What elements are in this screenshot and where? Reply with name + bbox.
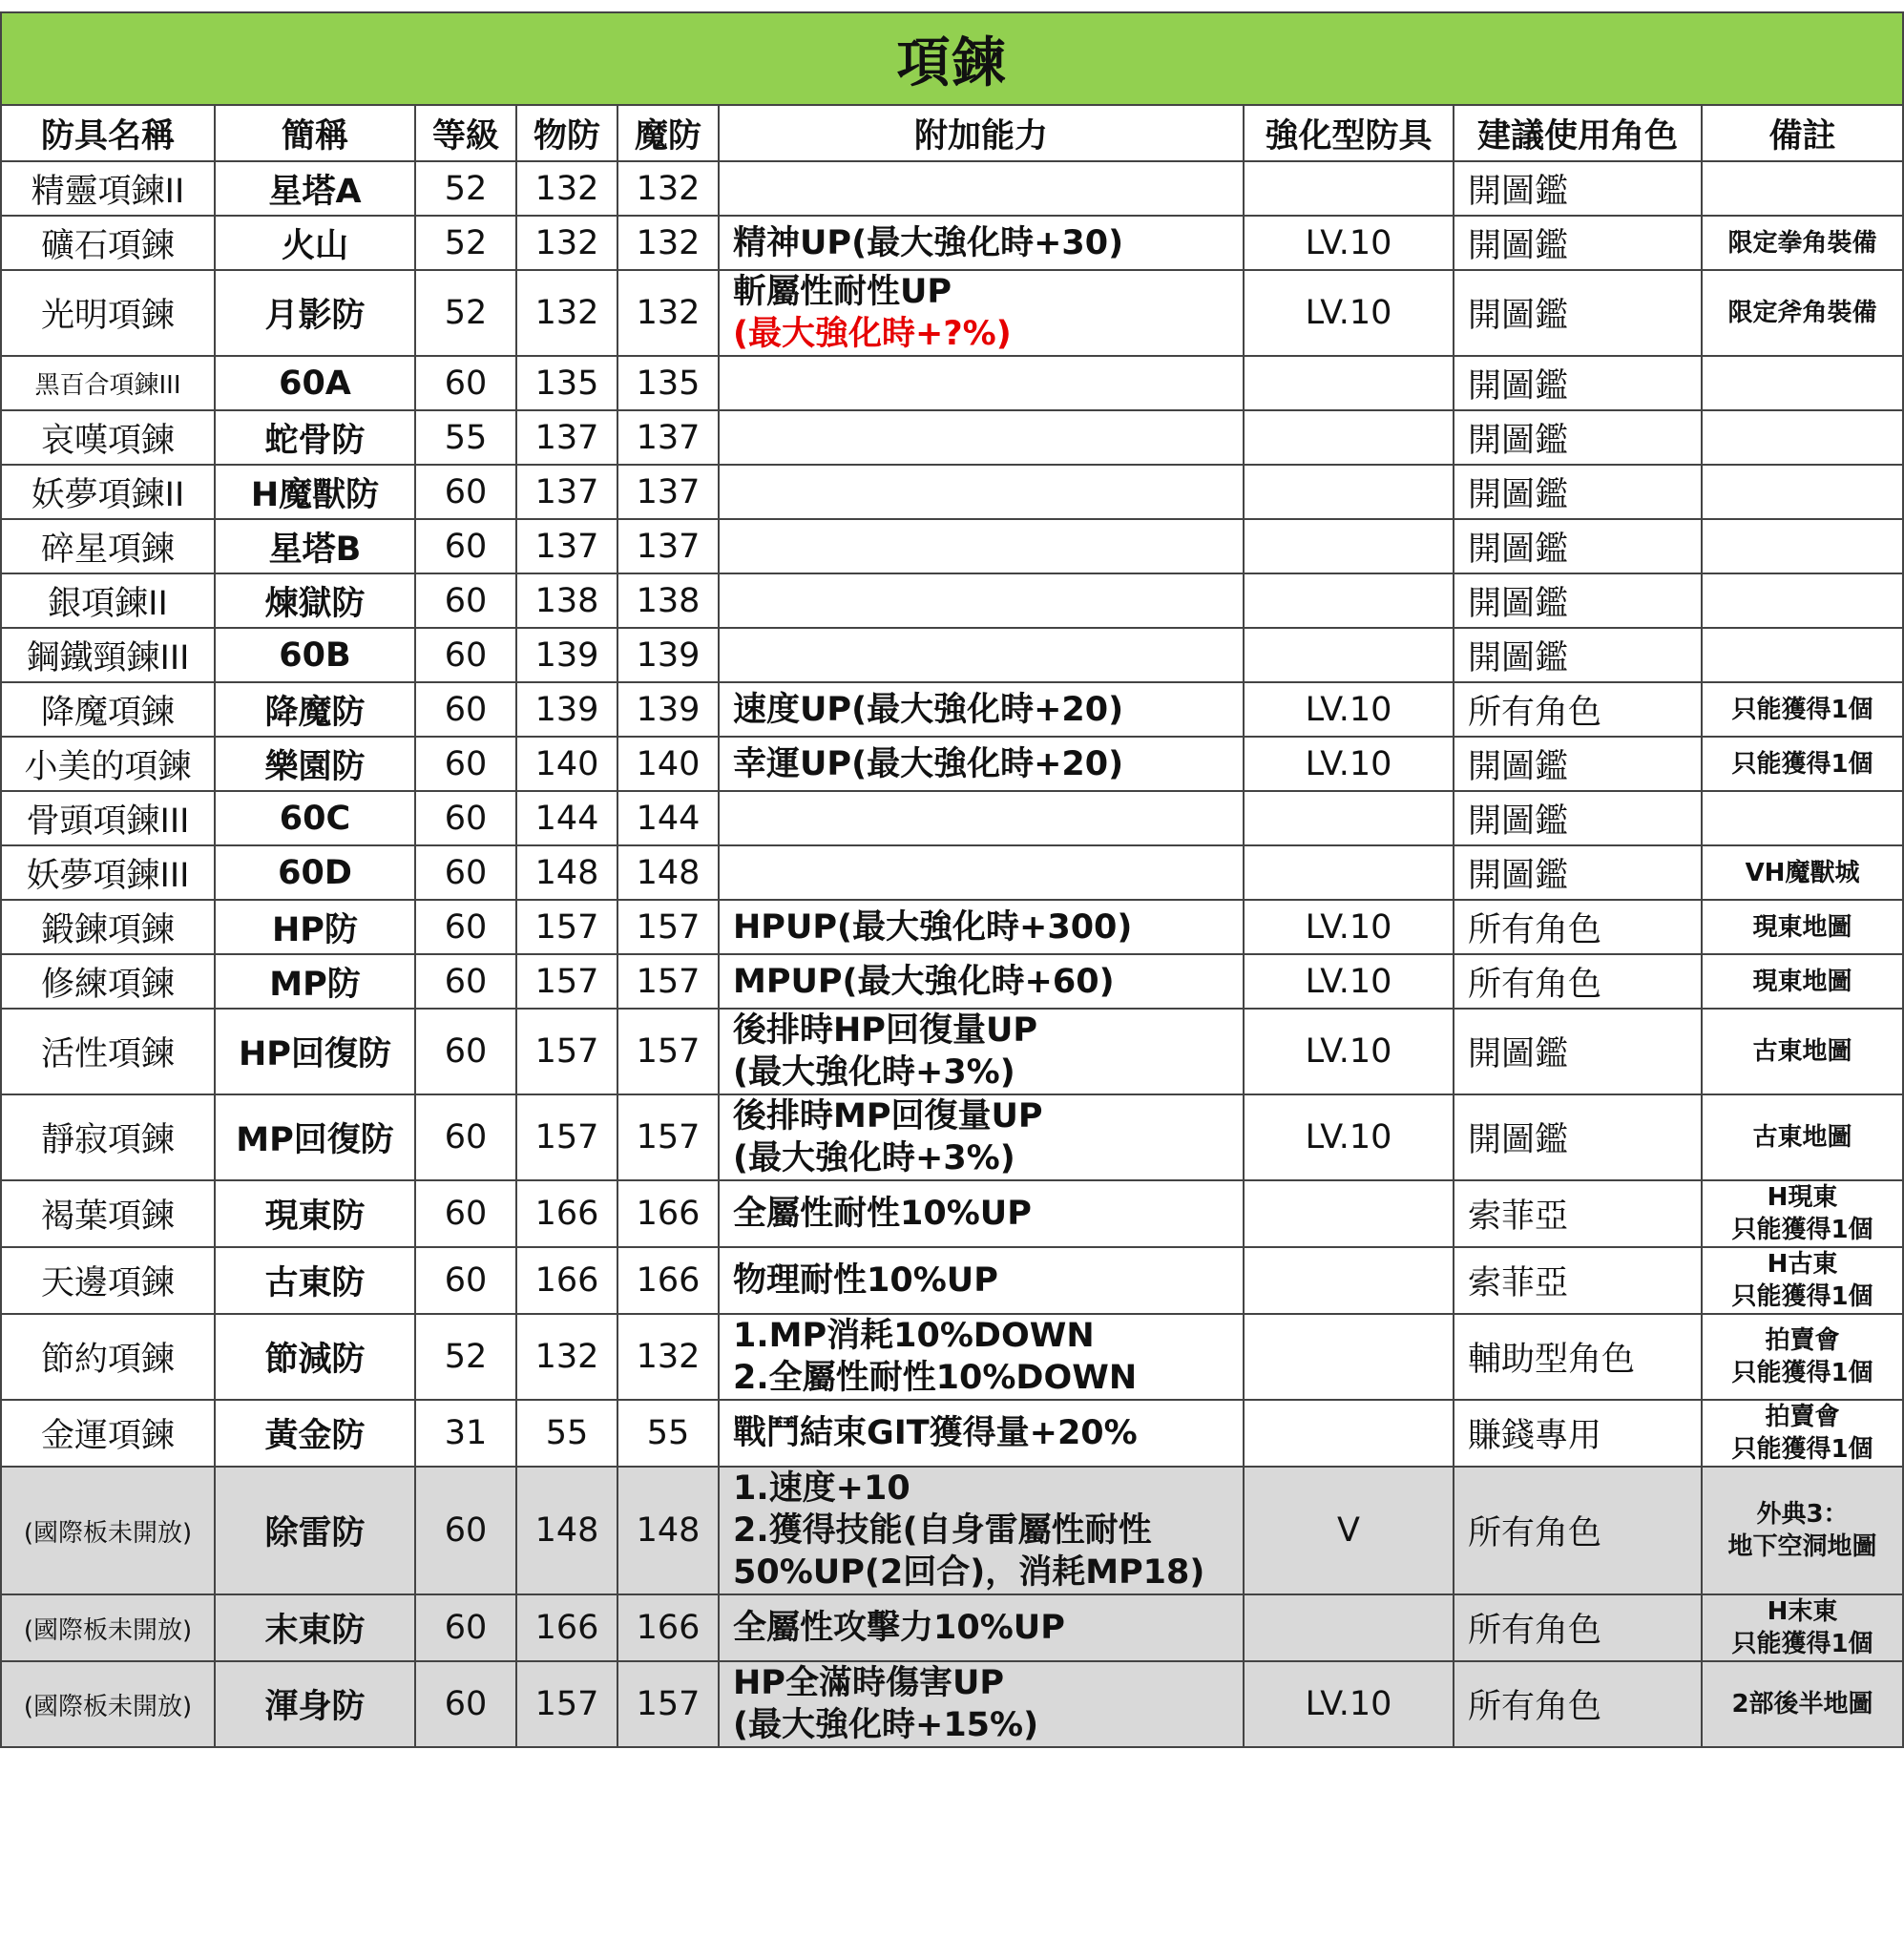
recommended-role-cell: 賺錢專用 xyxy=(1454,1400,1702,1467)
level-cell: 60 xyxy=(415,791,516,845)
armor-name-cell: 金運項鍊 xyxy=(1,1400,215,1467)
magic-defense-cell: 132 xyxy=(617,216,719,270)
level-cell: 60 xyxy=(415,900,516,954)
remarks-cell xyxy=(1702,1180,1903,1247)
remark-line: 只能獲得1個 xyxy=(1731,1435,1873,1464)
additional-ability-cell xyxy=(719,519,1244,573)
physical-defense-cell: 166 xyxy=(516,1180,617,1247)
armor-name-cell: 靜寂項鍊 xyxy=(1,1094,215,1180)
recommended-role-cell: 所有角色 xyxy=(1454,1467,1702,1594)
recommended-role-cell: 開圖鑑 xyxy=(1454,356,1702,410)
additional-ability-cell xyxy=(719,1009,1244,1094)
enhanced-armor-cell xyxy=(1244,161,1454,216)
recommended-role-cell: 所有角色 xyxy=(1454,954,1702,1009)
abbreviation-cell: 火山 xyxy=(215,216,415,270)
table-row xyxy=(1,356,1903,410)
remark-line: 古東地圖 xyxy=(1752,1037,1852,1066)
enhanced-armor-cell xyxy=(1244,1400,1454,1467)
armor-name-cell: 小美的項鍊 xyxy=(1,737,215,791)
table-row xyxy=(1,573,1903,628)
remarks-cell xyxy=(1702,1661,1903,1747)
additional-ability-cell xyxy=(719,737,1244,791)
header-magic-defense: 魔防 xyxy=(617,105,719,161)
enhanced-armor-cell: LV.10 xyxy=(1244,682,1454,737)
ability-line: 全屬性攻擊力10%UP xyxy=(733,1609,1065,1647)
level-cell: 60 xyxy=(415,682,516,737)
ability-line: HP全滿時傷害UP xyxy=(733,1664,1005,1702)
remarks-cell xyxy=(1702,1467,1903,1594)
remarks-cell xyxy=(1702,1247,1903,1314)
remarks-cell xyxy=(1702,1094,1903,1180)
enhanced-armor-cell: LV.10 xyxy=(1244,1009,1454,1094)
armor-name-cell: 碎星項鍊 xyxy=(1,519,215,573)
table-row xyxy=(1,216,1903,270)
ability-line: 幸運UP(最大強化時+20) xyxy=(733,744,1124,783)
ability-line: 後排時MP回復量UP xyxy=(733,1097,1043,1135)
physical-defense-cell: 166 xyxy=(516,1594,617,1661)
header-physical-defense: 物防 xyxy=(516,105,617,161)
level-cell: 60 xyxy=(415,1247,516,1314)
ability-line: 2.全屬性耐性10%DOWN xyxy=(733,1359,1138,1397)
recommended-role-cell: 所有角色 xyxy=(1454,900,1702,954)
remark-line: 只能獲得1個 xyxy=(1731,749,1873,779)
magic-defense-cell: 55 xyxy=(617,1400,719,1467)
ability-line: 1.MP消耗10%DOWN xyxy=(733,1317,1095,1355)
table-row xyxy=(1,628,1903,682)
abbreviation-cell: 60B xyxy=(215,628,415,682)
magic-defense-cell: 157 xyxy=(617,900,719,954)
physical-defense-cell: 137 xyxy=(516,465,617,519)
enhanced-armor-cell xyxy=(1244,519,1454,573)
necklace-table-container xyxy=(0,11,1904,1748)
armor-name-cell: 礦石項鍊 xyxy=(1,216,215,270)
enhanced-armor-cell xyxy=(1244,791,1454,845)
remarks-cell xyxy=(1702,161,1903,216)
physical-defense-cell: 157 xyxy=(516,900,617,954)
header-additional-ability: 附加能力 xyxy=(719,105,1244,161)
abbreviation-cell: 渾身防 xyxy=(215,1661,415,1747)
ability-line: 2.獲得技能(自身雷屬性耐性 xyxy=(733,1511,1152,1550)
physical-defense-cell: 140 xyxy=(516,737,617,791)
table-row xyxy=(1,1594,1903,1661)
magic-defense-cell: 157 xyxy=(617,1094,719,1180)
ability-line: (最大強化時+15%) xyxy=(733,1706,1039,1744)
enhanced-armor-cell xyxy=(1244,356,1454,410)
level-cell: 60 xyxy=(415,628,516,682)
physical-defense-cell: 144 xyxy=(516,791,617,845)
physical-defense-cell: 135 xyxy=(516,356,617,410)
table-row xyxy=(1,1661,1903,1747)
remarks-cell xyxy=(1702,900,1903,954)
abbreviation-cell: 60C xyxy=(215,791,415,845)
remarks-cell xyxy=(1702,216,1903,270)
abbreviation-cell: HP回復防 xyxy=(215,1009,415,1094)
abbreviation-cell: 除雷防 xyxy=(215,1467,415,1594)
table-row xyxy=(1,737,1903,791)
remark-line: 只能獲得1個 xyxy=(1731,1282,1873,1311)
recommended-role-cell: 所有角色 xyxy=(1454,682,1702,737)
additional-ability-cell xyxy=(719,628,1244,682)
remarks-cell xyxy=(1702,791,1903,845)
additional-ability-cell xyxy=(719,1594,1244,1661)
enhanced-armor-cell: LV.10 xyxy=(1244,900,1454,954)
armor-name-cell: 修練項鍊 xyxy=(1,954,215,1009)
additional-ability-cell xyxy=(719,161,1244,216)
enhanced-armor-cell xyxy=(1244,573,1454,628)
armor-name-cell: 精靈項鍊II xyxy=(1,161,215,216)
additional-ability-cell xyxy=(719,1400,1244,1467)
magic-defense-cell: 137 xyxy=(617,410,719,465)
recommended-role-cell: 所有角色 xyxy=(1454,1594,1702,1661)
table-row xyxy=(1,270,1903,356)
magic-defense-cell: 138 xyxy=(617,573,719,628)
magic-defense-cell: 132 xyxy=(617,1314,719,1400)
recommended-role-cell: 開圖鑑 xyxy=(1454,465,1702,519)
abbreviation-cell: 60D xyxy=(215,845,415,900)
ability-line: MPUP(最大強化時+60) xyxy=(733,962,1115,1001)
recommended-role-cell: 開圖鑑 xyxy=(1454,845,1702,900)
remarks-cell xyxy=(1702,1594,1903,1661)
magic-defense-cell: 137 xyxy=(617,465,719,519)
header-enhanced-armor: 強化型防具 xyxy=(1244,105,1454,161)
level-cell: 60 xyxy=(415,465,516,519)
armor-name-cell: 妖夢項鍊III xyxy=(1,845,215,900)
physical-defense-cell: 139 xyxy=(516,682,617,737)
physical-defense-cell: 166 xyxy=(516,1247,617,1314)
level-cell: 60 xyxy=(415,573,516,628)
enhanced-armor-cell: V xyxy=(1244,1467,1454,1594)
physical-defense-cell: 157 xyxy=(516,954,617,1009)
remark-line: 只能獲得1個 xyxy=(1731,695,1873,724)
additional-ability-cell xyxy=(719,573,1244,628)
remark-line: 拍賣會 xyxy=(1765,1326,1840,1355)
additional-ability-cell xyxy=(719,1467,1244,1594)
level-cell: 60 xyxy=(415,1009,516,1094)
armor-name-cell: (國際板未開放) xyxy=(1,1594,215,1661)
recommended-role-cell: 開圖鑑 xyxy=(1454,519,1702,573)
ability-line: 物理耐性10%UP xyxy=(733,1261,998,1300)
abbreviation-cell: 節減防 xyxy=(215,1314,415,1400)
armor-name-cell: 褐葉項鍊 xyxy=(1,1180,215,1247)
additional-ability-cell xyxy=(719,682,1244,737)
physical-defense-cell: 157 xyxy=(516,1094,617,1180)
abbreviation-cell: 星塔A xyxy=(215,161,415,216)
magic-defense-cell: 166 xyxy=(617,1594,719,1661)
enhanced-armor-cell xyxy=(1244,1594,1454,1661)
ability-line: 斬屬性耐性UP xyxy=(733,273,952,311)
armor-name-cell: 黑百合項鍊III xyxy=(1,356,215,410)
physical-defense-cell: 132 xyxy=(516,216,617,270)
armor-name-cell: 哀嘆項鍊 xyxy=(1,410,215,465)
table-row xyxy=(1,1467,1903,1594)
recommended-role-cell: 開圖鑑 xyxy=(1454,270,1702,356)
ability-line: 戰鬥結束GIT獲得量+20% xyxy=(733,1414,1138,1452)
remark-line: 限定拳角裝備 xyxy=(1727,228,1877,258)
enhanced-armor-cell: LV.10 xyxy=(1244,954,1454,1009)
enhanced-armor-cell: LV.10 xyxy=(1244,270,1454,356)
additional-ability-cell xyxy=(719,410,1244,465)
magic-defense-cell: 157 xyxy=(617,1661,719,1747)
table-row xyxy=(1,1314,1903,1400)
table-row xyxy=(1,1094,1903,1180)
magic-defense-cell: 166 xyxy=(617,1247,719,1314)
magic-defense-cell: 166 xyxy=(617,1180,719,1247)
additional-ability-cell xyxy=(719,954,1244,1009)
physical-defense-cell: 139 xyxy=(516,628,617,682)
physical-defense-cell: 157 xyxy=(516,1661,617,1747)
remark-line: 只能獲得1個 xyxy=(1731,1359,1873,1387)
additional-ability-cell xyxy=(719,1661,1244,1747)
physical-defense-cell: 148 xyxy=(516,1467,617,1594)
recommended-role-cell: 開圖鑑 xyxy=(1454,573,1702,628)
armor-name-cell: 降魔項鍊 xyxy=(1,682,215,737)
enhanced-armor-cell: LV.10 xyxy=(1244,216,1454,270)
abbreviation-cell: MP防 xyxy=(215,954,415,1009)
remarks-cell xyxy=(1702,954,1903,1009)
physical-defense-cell: 132 xyxy=(516,270,617,356)
level-cell: 52 xyxy=(415,161,516,216)
remark-line: 限定斧角裝備 xyxy=(1727,299,1877,327)
ability-line: 全屬性耐性10%UP xyxy=(733,1195,1032,1233)
table-row xyxy=(1,465,1903,519)
armor-name-cell: 節約項鍊 xyxy=(1,1314,215,1400)
physical-defense-cell: 132 xyxy=(516,161,617,216)
abbreviation-cell: 現東防 xyxy=(215,1180,415,1247)
remark-line: H古東 xyxy=(1767,1250,1838,1279)
header-recommended-role: 建議使用角色 xyxy=(1454,105,1702,161)
remarks-cell xyxy=(1702,845,1903,900)
ability-line: 後排時HP回復量UP xyxy=(733,1011,1038,1050)
header-remarks: 備註 xyxy=(1702,105,1903,161)
abbreviation-cell: 星塔B xyxy=(215,519,415,573)
ability-line: 50%UP(2回合)，消耗MP18) xyxy=(733,1553,1205,1592)
enhanced-armor-cell xyxy=(1244,628,1454,682)
armor-name-cell: 光明項鍊 xyxy=(1,270,215,356)
armor-name-cell: 活性項鍊 xyxy=(1,1009,215,1094)
armor-name-cell: (國際板未開放) xyxy=(1,1661,215,1747)
remark-line: 只能獲得1個 xyxy=(1731,1216,1873,1244)
enhanced-armor-cell: LV.10 xyxy=(1244,1094,1454,1180)
table-row xyxy=(1,1400,1903,1467)
level-cell: 60 xyxy=(415,954,516,1009)
ability-line: 速度UP(最大強化時+20) xyxy=(733,690,1124,729)
additional-ability-cell xyxy=(719,791,1244,845)
recommended-role-cell: 開圖鑑 xyxy=(1454,161,1702,216)
level-cell: 60 xyxy=(415,519,516,573)
table-row xyxy=(1,791,1903,845)
table-title: 項鍊 xyxy=(1,12,1903,105)
table-row xyxy=(1,954,1903,1009)
recommended-role-cell: 開圖鑑 xyxy=(1454,410,1702,465)
level-cell: 52 xyxy=(415,1314,516,1400)
remarks-cell xyxy=(1702,1400,1903,1467)
ability-line: (最大強化時+3%) xyxy=(733,1139,1015,1177)
physical-defense-cell: 148 xyxy=(516,845,617,900)
ability-line: HPUP(最大強化時+300) xyxy=(733,907,1133,947)
abbreviation-cell: 月影防 xyxy=(215,270,415,356)
table-row xyxy=(1,410,1903,465)
level-cell: 31 xyxy=(415,1400,516,1467)
magic-defense-cell: 132 xyxy=(617,270,719,356)
table-row xyxy=(1,1247,1903,1314)
magic-defense-cell: 139 xyxy=(617,682,719,737)
remarks-cell xyxy=(1702,682,1903,737)
level-cell: 60 xyxy=(415,1467,516,1594)
armor-name-cell: (國際板未開放) xyxy=(1,1467,215,1594)
level-cell: 60 xyxy=(415,356,516,410)
level-cell: 60 xyxy=(415,1661,516,1747)
ability-line-highlight: (最大強化時+?%) xyxy=(733,315,1012,353)
ability-line: (最大強化時+3%) xyxy=(733,1053,1015,1092)
header-abbreviation: 簡稱 xyxy=(215,105,415,161)
header-level: 等級 xyxy=(415,105,516,161)
recommended-role-cell: 開圖鑑 xyxy=(1454,1094,1702,1180)
additional-ability-cell xyxy=(719,465,1244,519)
recommended-role-cell: 開圖鑑 xyxy=(1454,1009,1702,1094)
armor-name-cell: 天邊項鍊 xyxy=(1,1247,215,1314)
recommended-role-cell: 索菲亞 xyxy=(1454,1180,1702,1247)
table-row xyxy=(1,1180,1903,1247)
table-row xyxy=(1,682,1903,737)
level-cell: 60 xyxy=(415,1180,516,1247)
armor-name-cell: 骨頭項鍊III xyxy=(1,791,215,845)
remarks-cell xyxy=(1702,465,1903,519)
recommended-role-cell: 所有角色 xyxy=(1454,1661,1702,1747)
abbreviation-cell: 煉獄防 xyxy=(215,573,415,628)
level-cell: 52 xyxy=(415,216,516,270)
remark-line: H末東 xyxy=(1767,1597,1838,1626)
enhanced-armor-cell xyxy=(1244,1314,1454,1400)
additional-ability-cell xyxy=(719,216,1244,270)
additional-ability-cell xyxy=(719,356,1244,410)
remarks-cell xyxy=(1702,1009,1903,1094)
magic-defense-cell: 144 xyxy=(617,791,719,845)
abbreviation-cell: 末東防 xyxy=(215,1594,415,1661)
magic-defense-cell: 148 xyxy=(617,1467,719,1594)
physical-defense-cell: 137 xyxy=(516,519,617,573)
level-cell: 60 xyxy=(415,845,516,900)
physical-defense-cell: 55 xyxy=(516,1400,617,1467)
level-cell: 55 xyxy=(415,410,516,465)
header-row xyxy=(1,105,1903,161)
magic-defense-cell: 157 xyxy=(617,1009,719,1094)
remarks-cell xyxy=(1702,737,1903,791)
remark-line: 現東地圖 xyxy=(1752,967,1852,996)
armor-name-cell: 妖夢項鍊II xyxy=(1,465,215,519)
level-cell: 60 xyxy=(415,1094,516,1180)
header-armor-name: 防具名稱 xyxy=(1,105,215,161)
additional-ability-cell xyxy=(719,1247,1244,1314)
armor-name-cell: 鋼鐵頸鍊III xyxy=(1,628,215,682)
remarks-cell xyxy=(1702,270,1903,356)
abbreviation-cell: 蛇骨防 xyxy=(215,410,415,465)
table-row xyxy=(1,519,1903,573)
recommended-role-cell: 開圖鑑 xyxy=(1454,216,1702,270)
ability-line: 精神UP(最大強化時+30) xyxy=(733,223,1124,262)
recommended-role-cell: 輔助型角色 xyxy=(1454,1314,1702,1400)
enhanced-armor-cell xyxy=(1244,1247,1454,1314)
level-cell: 60 xyxy=(415,1594,516,1661)
abbreviation-cell: MP回復防 xyxy=(215,1094,415,1180)
physical-defense-cell: 157 xyxy=(516,1009,617,1094)
table-row xyxy=(1,1009,1903,1094)
additional-ability-cell xyxy=(719,270,1244,356)
magic-defense-cell: 157 xyxy=(617,954,719,1009)
recommended-role-cell: 索菲亞 xyxy=(1454,1247,1702,1314)
enhanced-armor-cell xyxy=(1244,465,1454,519)
remarks-cell xyxy=(1702,1314,1903,1400)
enhanced-armor-cell xyxy=(1244,410,1454,465)
additional-ability-cell xyxy=(719,1180,1244,1247)
necklace-table xyxy=(0,11,1904,1748)
magic-defense-cell: 139 xyxy=(617,628,719,682)
ability-line: 1.速度+10 xyxy=(733,1469,910,1508)
table-row xyxy=(1,900,1903,954)
remark-line: 古東地圖 xyxy=(1752,1123,1852,1152)
remark-line: 現東地圖 xyxy=(1752,912,1852,942)
additional-ability-cell xyxy=(719,1094,1244,1180)
magic-defense-cell: 135 xyxy=(617,356,719,410)
enhanced-armor-cell: LV.10 xyxy=(1244,737,1454,791)
abbreviation-cell: HP防 xyxy=(215,900,415,954)
armor-name-cell: 鍛鍊項鍊 xyxy=(1,900,215,954)
table-body xyxy=(1,161,1903,1747)
enhanced-armor-cell xyxy=(1244,1180,1454,1247)
additional-ability-cell xyxy=(719,845,1244,900)
remarks-cell xyxy=(1702,356,1903,410)
abbreviation-cell: 樂園防 xyxy=(215,737,415,791)
remarks-cell xyxy=(1702,410,1903,465)
recommended-role-cell: 開圖鑑 xyxy=(1454,628,1702,682)
remarks-cell xyxy=(1702,628,1903,682)
remark-line: 拍賣會 xyxy=(1765,1403,1840,1431)
remark-line: H現東 xyxy=(1767,1183,1838,1212)
additional-ability-cell xyxy=(719,1314,1244,1400)
enhanced-armor-cell: LV.10 xyxy=(1244,1661,1454,1747)
remark-line: 只能獲得1個 xyxy=(1731,1630,1873,1658)
magic-defense-cell: 132 xyxy=(617,161,719,216)
recommended-role-cell: 開圖鑑 xyxy=(1454,737,1702,791)
magic-defense-cell: 140 xyxy=(617,737,719,791)
armor-name-cell: 銀項鍊II xyxy=(1,573,215,628)
level-cell: 60 xyxy=(415,737,516,791)
table-row xyxy=(1,845,1903,900)
abbreviation-cell: H魔獸防 xyxy=(215,465,415,519)
remarks-cell xyxy=(1702,573,1903,628)
table-row xyxy=(1,161,1903,216)
abbreviation-cell: 黃金防 xyxy=(215,1400,415,1467)
abbreviation-cell: 古東防 xyxy=(215,1247,415,1314)
magic-defense-cell: 137 xyxy=(617,519,719,573)
physical-defense-cell: 138 xyxy=(516,573,617,628)
remark-line: 2部後半地圖 xyxy=(1731,1690,1873,1718)
remark-line: 地下空洞地圖 xyxy=(1727,1532,1877,1561)
abbreviation-cell: 降魔防 xyxy=(215,682,415,737)
physical-defense-cell: 137 xyxy=(516,410,617,465)
recommended-role-cell: 開圖鑑 xyxy=(1454,791,1702,845)
additional-ability-cell xyxy=(719,900,1244,954)
remarks-cell xyxy=(1702,519,1903,573)
physical-defense-cell: 132 xyxy=(516,1314,617,1400)
level-cell: 52 xyxy=(415,270,516,356)
magic-defense-cell: 148 xyxy=(617,845,719,900)
enhanced-armor-cell xyxy=(1244,845,1454,900)
abbreviation-cell: 60A xyxy=(215,356,415,410)
remark-line: 外典3： xyxy=(1756,1500,1849,1529)
remark-line: VH魔獸城 xyxy=(1745,858,1860,887)
